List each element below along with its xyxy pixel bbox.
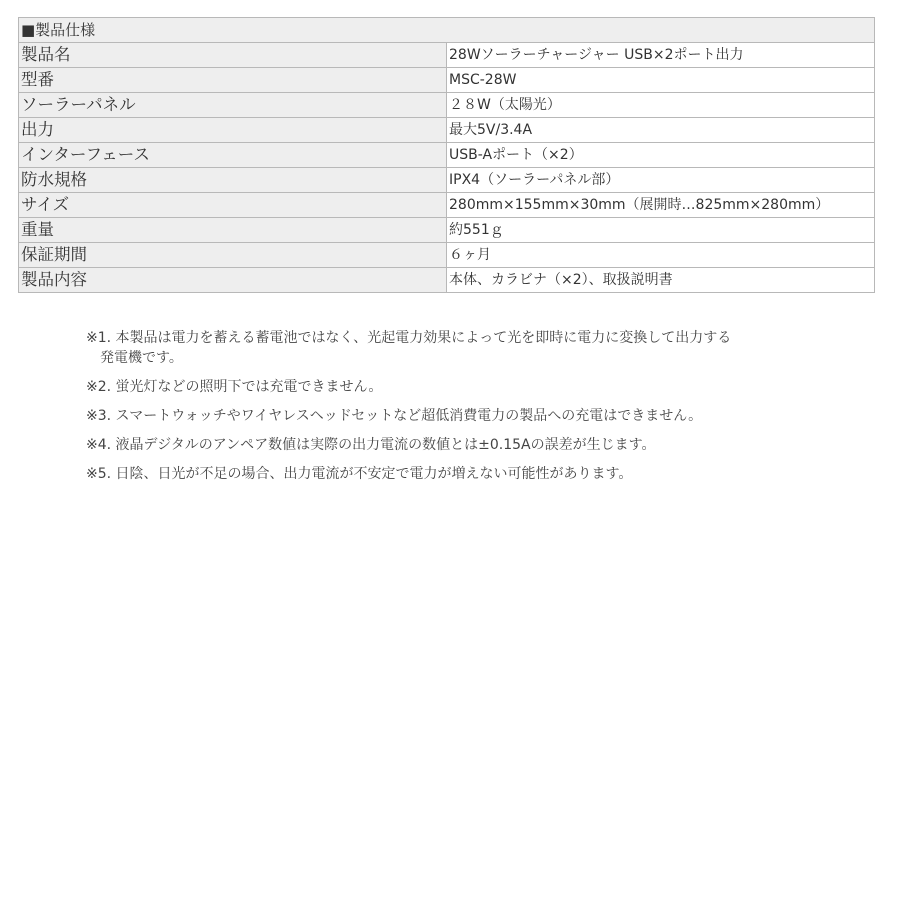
spec-value-output: 最大5V/3.4A bbox=[447, 118, 875, 143]
spec-label-size: サイズ bbox=[19, 193, 447, 218]
spec-label-contents: 製品内容 bbox=[19, 268, 447, 293]
spec-label-weight: 重量 bbox=[19, 218, 447, 243]
table-row bbox=[19, 193, 875, 218]
spec-value-interface: USB-Aポート（×2） bbox=[447, 143, 875, 168]
spec-value-weight: 約551ｇ bbox=[447, 218, 875, 243]
note-text: ※1. 本製品は電力を蓄える蓄電池ではなく、光起電力効果によって光を即時に電力に変換して出力する bbox=[86, 330, 732, 346]
spec-value-warranty: ６ヶ月 bbox=[447, 243, 875, 268]
spec-value-contents: 本体、カラビナ（×2）、取扱説明書 bbox=[447, 268, 875, 293]
spec-label-solar-panel: ソーラーパネル bbox=[19, 93, 447, 118]
note-text: ※3. スマートウォッチやワイヤレスヘッドセットなど超低消費電力の製品への充電はできません。 bbox=[86, 408, 703, 424]
spec-label-warranty: 保証期間 bbox=[19, 243, 447, 268]
spec-value-waterproof: IPX4（ソーラーパネル部） bbox=[447, 168, 875, 193]
spec-value-size: 280mm×155mm×30mm（展開時…825mm×280mm） bbox=[447, 193, 875, 218]
note-text: ※5. 日陰、日光が不足の場合、出力電流が不安定で電力が増えない可能性があります。 bbox=[86, 466, 633, 482]
note-item bbox=[86, 377, 866, 397]
note-item bbox=[86, 406, 866, 426]
spec-value-solar-panel: ２８W（太陽光） bbox=[447, 93, 875, 118]
table-row bbox=[19, 118, 875, 143]
spec-label-output: 出力 bbox=[19, 118, 447, 143]
note-text-continued: 発電機です。 bbox=[100, 350, 183, 366]
table-row bbox=[19, 93, 875, 118]
note-item bbox=[86, 435, 866, 455]
spec-label-interface: インターフェース bbox=[19, 143, 447, 168]
table-row bbox=[19, 143, 875, 168]
table-row bbox=[19, 43, 875, 68]
note-item bbox=[86, 464, 866, 484]
note-text: ※2. 蛍光灯などの照明下では充電できません。 bbox=[86, 379, 383, 395]
spec-value-model: MSC-28W bbox=[447, 68, 875, 93]
notes-list bbox=[86, 328, 866, 493]
table-row bbox=[19, 268, 875, 293]
note-text: ※4. 液晶デジタルのアンペア数値は実際の出力電流の数値とは±0.15Aの誤差が生じます。 bbox=[86, 437, 656, 453]
spec-label-product-name: 製品名 bbox=[19, 43, 447, 68]
spec-label-waterproof: 防水規格 bbox=[19, 168, 447, 193]
table-row bbox=[19, 168, 875, 193]
spec-heading: ■製品仕様 bbox=[19, 18, 875, 43]
spec-heading-row bbox=[19, 18, 875, 43]
spec-label-model: 型番 bbox=[19, 68, 447, 93]
spec-value-product-name: 28Wソーラーチャージャー USB×2ポート出力 bbox=[447, 43, 875, 68]
note-item bbox=[86, 328, 866, 368]
table-row bbox=[19, 68, 875, 93]
spec-table bbox=[18, 17, 875, 293]
table-row bbox=[19, 218, 875, 243]
table-row bbox=[19, 243, 875, 268]
